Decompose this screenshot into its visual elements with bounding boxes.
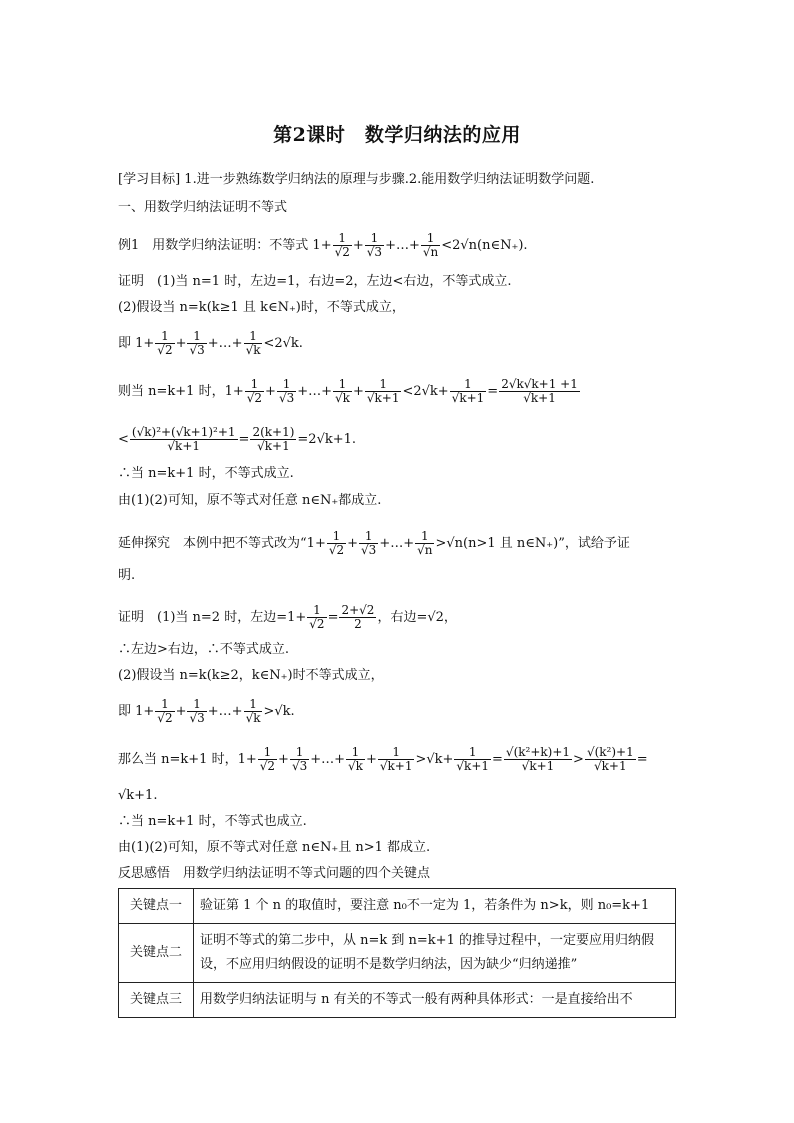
- table-row: [119, 889, 676, 924]
- proof2-line2: ∴左边>右边，∴不等式成立.: [118, 642, 290, 657]
- proof2-line5: 那么当 n=k+1 时，1+ $\frac{1}{√2}$ + $\frac{1}{√3}$ +…+ $\frac{1}{√k}$ + $\frac{1}{√k+1}$ >√k+ $\frac{1}{√k+1}$ = $\frac{\text{√(k²+k)+1}}{√k+1}$ > $\frac{\text{√(k²)+1}}{√k+1}$ =: [118, 745, 648, 773]
- page-title: 第2课时 数学归纳法的应用: [273, 124, 521, 146]
- proof1-line4: 则当 n=k+1 时，1+ $\frac{1}{√2}$ + $\frac{1}{√3}$ +…+ $\frac{1}{√k}$ + $\frac{1}{√k+1}$ <2√k+ $\frac{1}{√k+1}$ = $\frac{2√k√k+1 +1}{√k+1}$: [118, 377, 578, 405]
- proof1-line1: 证明 (1)当 n=1 时，左边=1，右边=2，左边<右边，不等式成立.: [118, 274, 512, 289]
- fraction: $\frac{\text{(√k)²+(√k+1)²+1}}{√k+1}$: [131, 425, 236, 453]
- value-cell: 证明不等式的第二步中，从 n=k 到 n=k+1 的推导过程中，一定要应用归纳假设，不应用归纳假设的证明不是数学归纳法，因为缺少“归纳递推”: [194, 924, 676, 983]
- fraction: $\frac{1}{√3}$: [361, 529, 377, 557]
- fraction: $\frac{2(k+1)}{√k+1}$: [252, 425, 295, 453]
- proof2-line3: (2)假设当 n=k(k≥2，k∈N₊)时不等式成立，: [118, 668, 384, 683]
- fraction: $\frac{2+√2}{2}$: [341, 603, 375, 631]
- fraction: $\frac{2√k√k+1 +1}{√k+1}$: [501, 377, 578, 405]
- fraction: $\frac{1}{√k+1}$: [456, 745, 490, 773]
- fraction: $\frac{\text{√(k²+k)+1}}{√k+1}$: [505, 745, 571, 773]
- fraction: $\frac{1}{√3}$: [189, 697, 205, 725]
- fraction: $\frac{1}{√k+1}$: [451, 377, 485, 405]
- extension-line2: 明.: [118, 568, 136, 583]
- fraction: $\frac{1}{√2}$: [334, 231, 350, 259]
- example1: 例1 用数学归纳法证明：不等式 1+ $\frac{1}{√2}$ + $\frac{1}{√3}$ +…+ $\frac{1}{√n}$ <2√n(n∈N₊).: [118, 231, 528, 259]
- objectives-tag: [学习目标]: [118, 172, 181, 187]
- fraction: $\frac{1}{√3}$: [291, 745, 308, 773]
- fraction: $\frac{1}{√k}$: [245, 697, 261, 725]
- key-cell: 关键点二: [119, 924, 194, 983]
- fraction: $\frac{1}{√2}$: [157, 329, 173, 357]
- fraction: $\frac{1}{√2}$: [259, 745, 276, 773]
- fraction: $\frac{1}{√k+1}$: [379, 745, 413, 773]
- fraction: $\frac{1}{√n}$: [422, 231, 439, 259]
- fraction: $\frac{1}{√2}$: [157, 697, 173, 725]
- value-cell: 验证第 1 个 n 的取值时，要注意 n₀不一定为 1，若条件为 n>k，则 n₀=k+1: [194, 889, 676, 924]
- proof2-line8: 由(1)(2)可知，原不等式对任意 n∈N₊且 n>1 都成立.: [118, 840, 431, 855]
- fraction: $\frac{1}{√2}$: [246, 377, 263, 405]
- key-cell: 关键点一: [119, 889, 194, 924]
- key-cell: 关键点三: [119, 983, 194, 1018]
- fraction: $\frac{1}{√3}$: [366, 231, 383, 259]
- objectives: [118, 170, 678, 190]
- fraction: $\frac{1}{√3}$: [189, 329, 205, 357]
- fraction: $\frac{1}{√2}$: [309, 603, 325, 631]
- table-row: [119, 924, 676, 983]
- proof1-line3: 即 1+ $\frac{1}{√2}$ + $\frac{1}{√3}$ +…+ $\frac{1}{√k}$ <2√k.: [118, 329, 303, 357]
- objectives-text: 1.进一步熟练数学归纳法的原理与步骤.2.能用数学归纳法证明数学问题.: [184, 172, 595, 187]
- reflection-text: 用数学归纳法证明不等式问题的四个关键点: [183, 866, 431, 881]
- example-label: 例1: [118, 238, 140, 253]
- fraction: $\frac{\text{√(k²)+1}}{√k+1}$: [586, 745, 634, 773]
- proof1-line6: ∴当 n=k+1 时，不等式成立.: [118, 466, 294, 481]
- reflection-label: 反思感悟: [118, 866, 171, 881]
- fraction: $\frac{1}{√k}$: [348, 745, 363, 773]
- example-text-end: <2√n(n∈N₊).: [441, 238, 528, 253]
- key-points-table: [118, 888, 676, 1018]
- table-row: [119, 983, 676, 1018]
- fraction: $\frac{1}{√k}$: [335, 377, 350, 405]
- proof2-line6: √k+1.: [118, 788, 158, 803]
- example-text: 用数学归纳法证明：不等式 1+: [152, 238, 332, 253]
- proof2-line7: ∴当 n=k+1 时，不等式也成立.: [118, 814, 307, 829]
- fraction: $\frac{1}{√k}$: [245, 329, 261, 357]
- fraction: $\frac{1}{√3}$: [278, 377, 295, 405]
- value-cell: 用数学归纳法证明与 n 有关的不等式一般有两种具体形式：一是直接给出不: [194, 983, 676, 1018]
- fraction: $\frac{1}{√2}$: [328, 529, 345, 557]
- proof1-line7: 由(1)(2)可知，原不等式对任意 n∈N₊都成立.: [118, 493, 382, 508]
- proof2-line4: 即 1+ $\frac{1}{√2}$ + $\frac{1}{√3}$ +…+ $\frac{1}{√k}$ >√k.: [118, 697, 295, 725]
- fraction: $\frac{1}{√n}$: [417, 529, 433, 557]
- reflection: [118, 864, 678, 884]
- section-heading: 一、用数学归纳法证明不等式: [118, 200, 288, 215]
- extension: 延伸探究 本例中把不等式改为“1+ $\frac{1}{√2}$ + $\frac{1}{√3}$ +…+ $\frac{1}{√n}$ >√n(n>1 且 n∈N₊)”，试给予证: [118, 529, 630, 557]
- proof1-line5: < $\frac{\text{(√k)²+(√k+1)²+1}}{√k+1}$ = $\frac{2(k+1)}{√k+1}$ =2√k+1.: [118, 425, 357, 453]
- proof1-line2: (2)假设当 n=k(k≥1 且 k∈N₊)时，不等式成立，: [118, 300, 405, 315]
- fraction: $\frac{1}{√k+1}$: [366, 377, 400, 405]
- proof2-line1: 证明 (1)当 n=2 时，左边=1+ $\frac{1}{√2}$ = $\frac{2+√2}{2}$ ，右边=√2，: [118, 603, 457, 631]
- extension-label: 延伸探究: [118, 536, 171, 551]
